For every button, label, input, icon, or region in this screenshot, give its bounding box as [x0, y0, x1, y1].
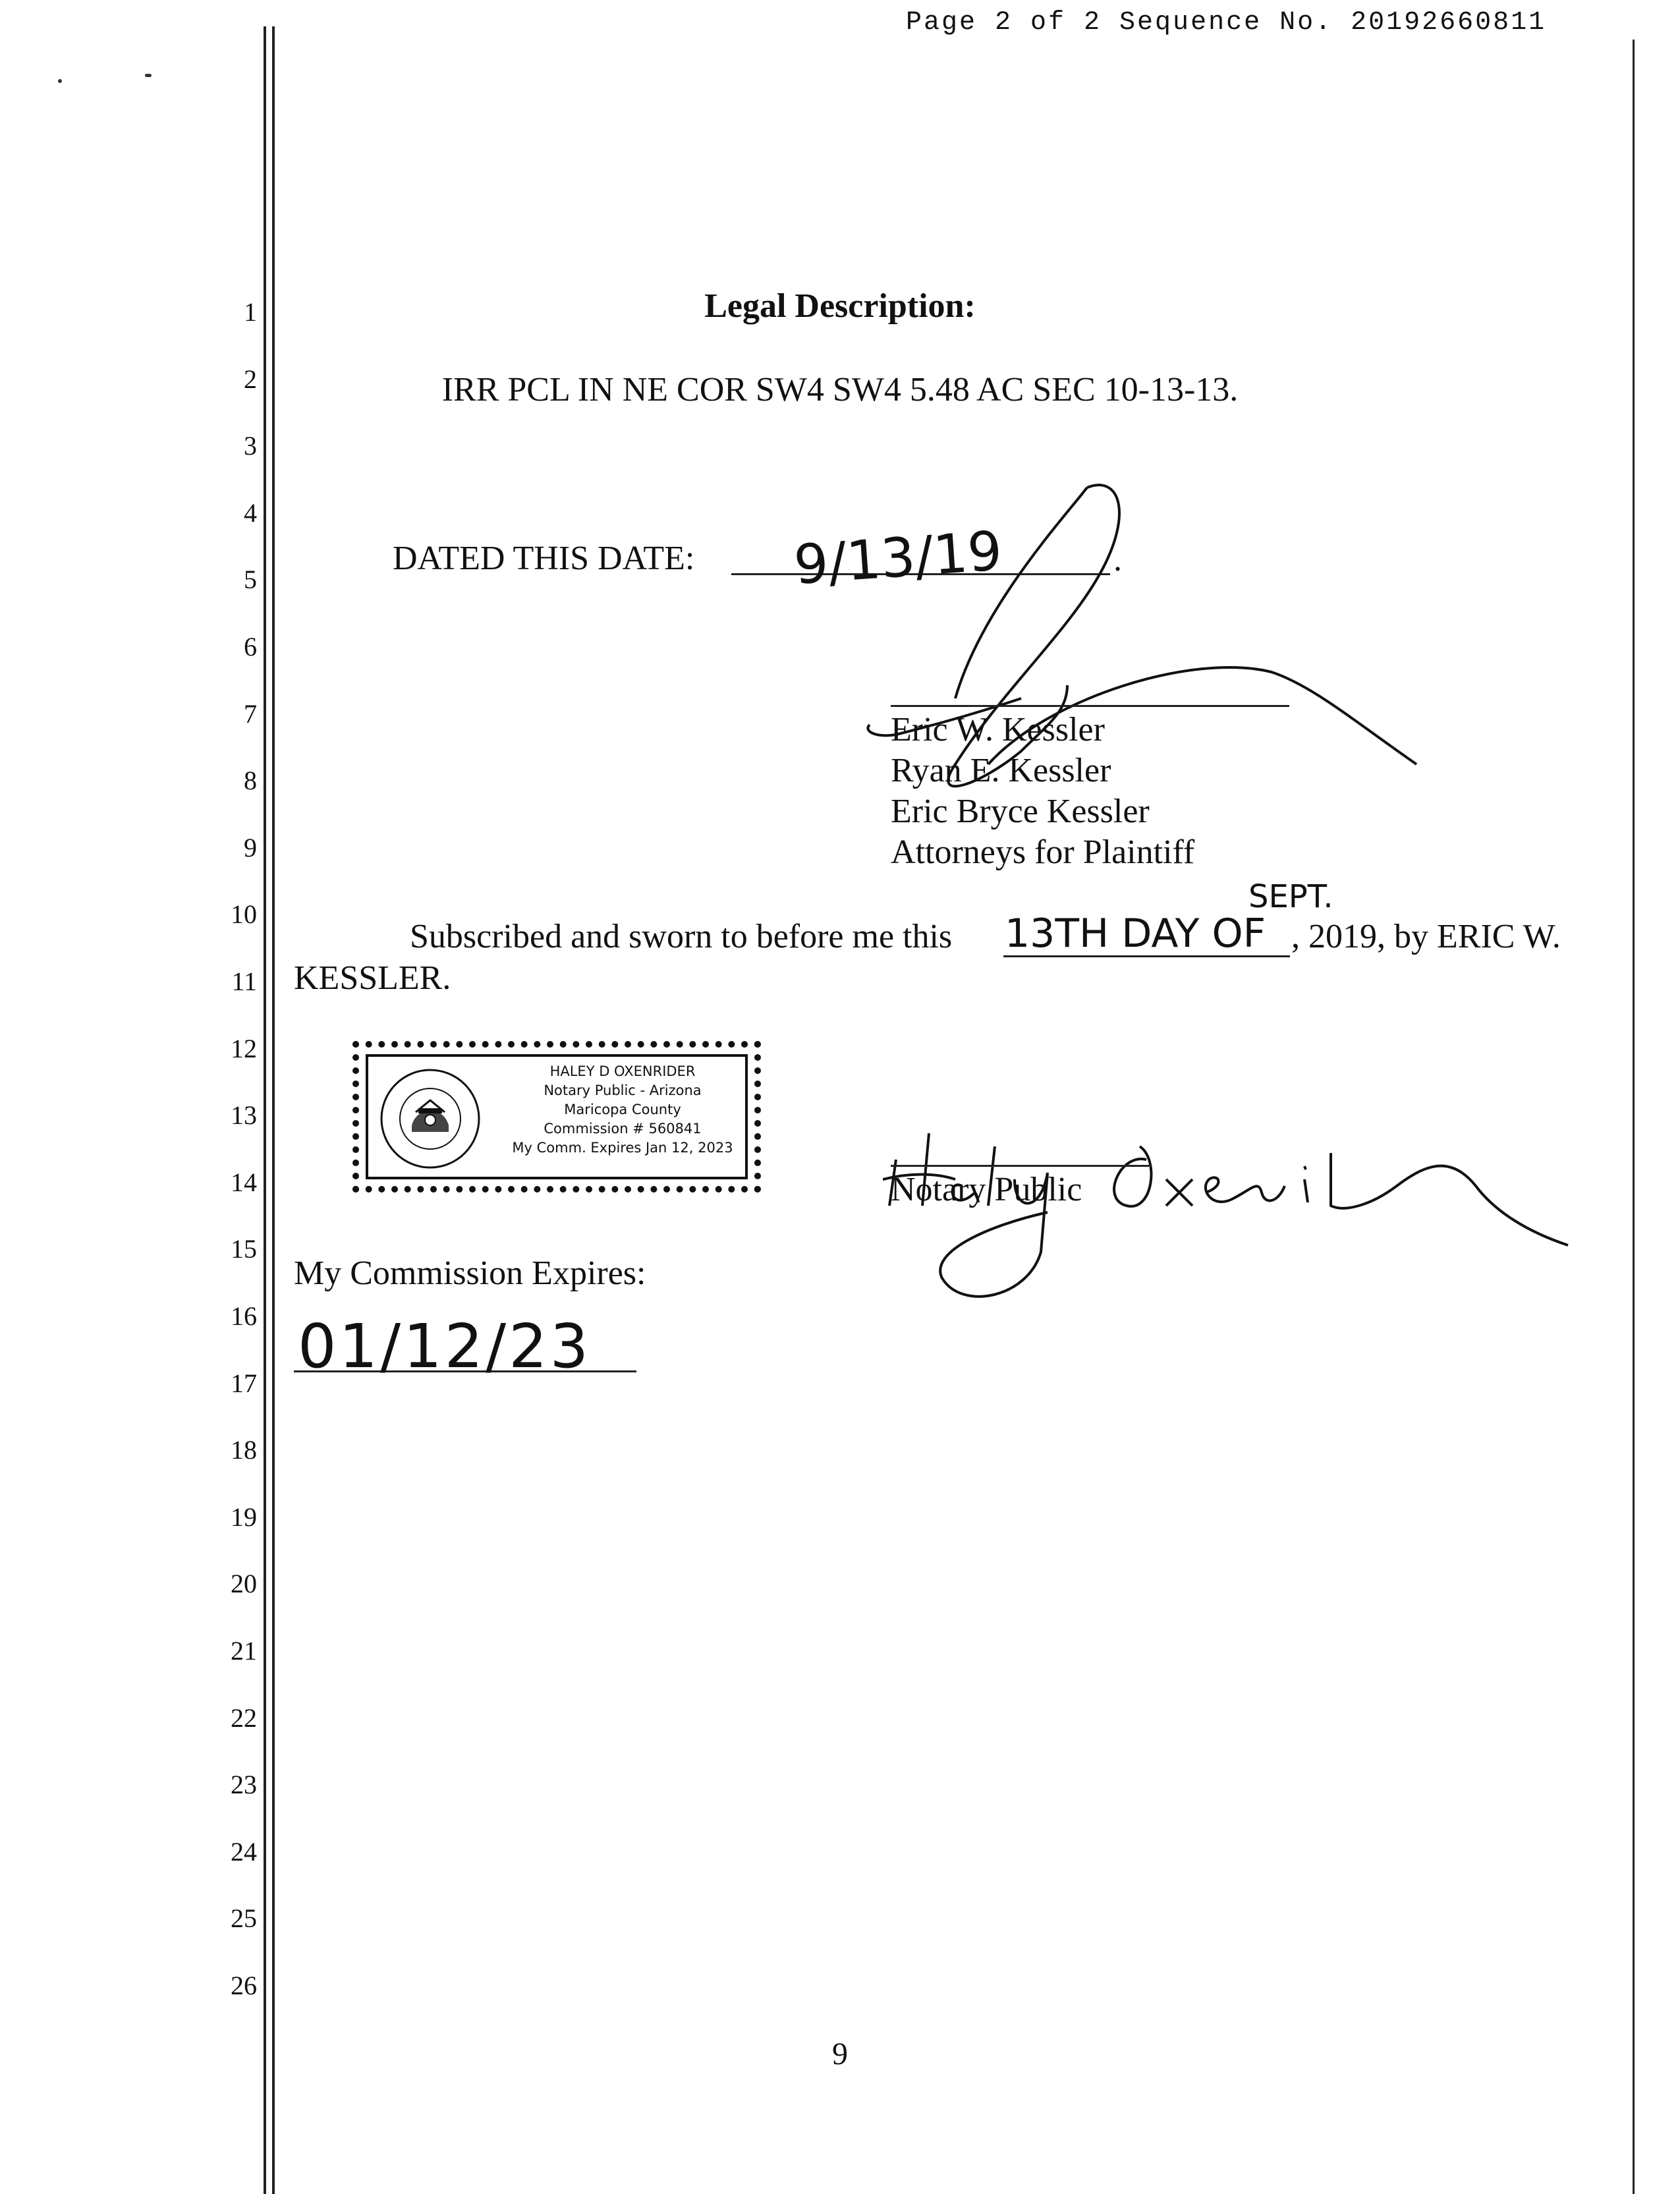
line-number: 4 — [244, 497, 257, 528]
notary-stamp-line: Commission # 560841 — [544, 1121, 702, 1137]
line-number: 13 — [231, 1100, 257, 1131]
page-number: 9 — [832, 2037, 848, 2071]
line-number: 16 — [231, 1301, 257, 1331]
dated-end-punct: . — [1113, 541, 1122, 578]
signatory-name: Eric Bryce Kessler — [891, 793, 1150, 830]
subscribed-continuation: KESSLER. — [294, 959, 451, 997]
left-margin-rule-outer — [264, 26, 266, 2194]
line-number: 6 — [244, 632, 257, 661]
line-number: 3 — [244, 431, 257, 461]
line-number: 20 — [231, 1569, 257, 1599]
attorney-signature-line — [891, 705, 1289, 707]
line-number: 12 — [231, 1033, 257, 1063]
right-margin-rule — [1633, 40, 1635, 2194]
line-number: 25 — [231, 1903, 257, 1934]
legal-description-text: IRR PCL IN NE COR SW4 SW4 5.48 AC SEC 10-13-13. — [441, 371, 1239, 408]
notary-stamp-line: HALEY D OXENRIDER — [549, 1063, 696, 1079]
notary-label: Notary Public — [891, 1171, 1082, 1208]
line-number: 23 — [231, 1770, 257, 1800]
state-seal-icon — [378, 1066, 483, 1171]
dated-label: DATED THIS DATE: — [393, 540, 695, 577]
notary-stamp-line: Maricopa County — [564, 1102, 681, 1117]
line-number: 8 — [244, 766, 257, 796]
scan-speck — [58, 79, 62, 83]
subscribed-handwritten-day: 13TH DAY OF — [1005, 911, 1266, 957]
line-number: 15 — [231, 1234, 257, 1264]
notary-signature-line — [891, 1165, 1149, 1167]
subscribed-suffix: , 2019, by ERIC W. — [1291, 918, 1561, 955]
left-margin-rule-inner — [272, 26, 275, 2194]
line-number: 11 — [231, 967, 257, 996]
legal-description-title: Legal Description: — [704, 287, 976, 325]
notary-stamp-line: My Comm. Expires Jan 12, 2023 — [512, 1140, 733, 1156]
line-number: 18 — [231, 1435, 257, 1465]
notary-stamp — [352, 1041, 761, 1193]
signatory-name: Eric W. Kessler — [891, 711, 1105, 748]
notary-stamp-line: Notary Public - Arizona — [544, 1083, 702, 1098]
line-number: 26 — [231, 1971, 257, 2000]
line-number: 1 — [244, 297, 257, 327]
line-number: 17 — [231, 1368, 257, 1398]
line-number: 22 — [231, 1702, 257, 1733]
line-number: 5 — [244, 565, 257, 595]
line-number: 21 — [231, 1636, 257, 1666]
commission-handwritten-date: 01/12/23 — [298, 1311, 592, 1382]
line-number: 19 — [231, 1502, 257, 1532]
signatory-role: Attorneys for Plaintiff — [891, 833, 1195, 871]
subscribed-handwritten-month: SEPT. — [1248, 878, 1333, 915]
line-number: 24 — [231, 1836, 257, 1867]
page-header: Page 2 of 2 Sequence No. 20192660811 — [906, 8, 1547, 38]
line-number: 7 — [244, 698, 257, 729]
dated-handwritten-date: 9/13/19 — [792, 520, 1005, 597]
line-number: 9 — [244, 832, 257, 862]
signatory-name: Ryan E. Kessler — [891, 752, 1111, 789]
notary-stamp-text — [491, 1062, 754, 1158]
line-number: 2 — [244, 364, 257, 394]
commission-label: My Commission Expires: — [294, 1254, 646, 1292]
subscribed-prefix: Subscribed and sworn to before me this — [410, 918, 953, 955]
scan-speck — [145, 74, 152, 77]
line-number: 14 — [231, 1167, 257, 1197]
line-number: 10 — [231, 899, 257, 930]
